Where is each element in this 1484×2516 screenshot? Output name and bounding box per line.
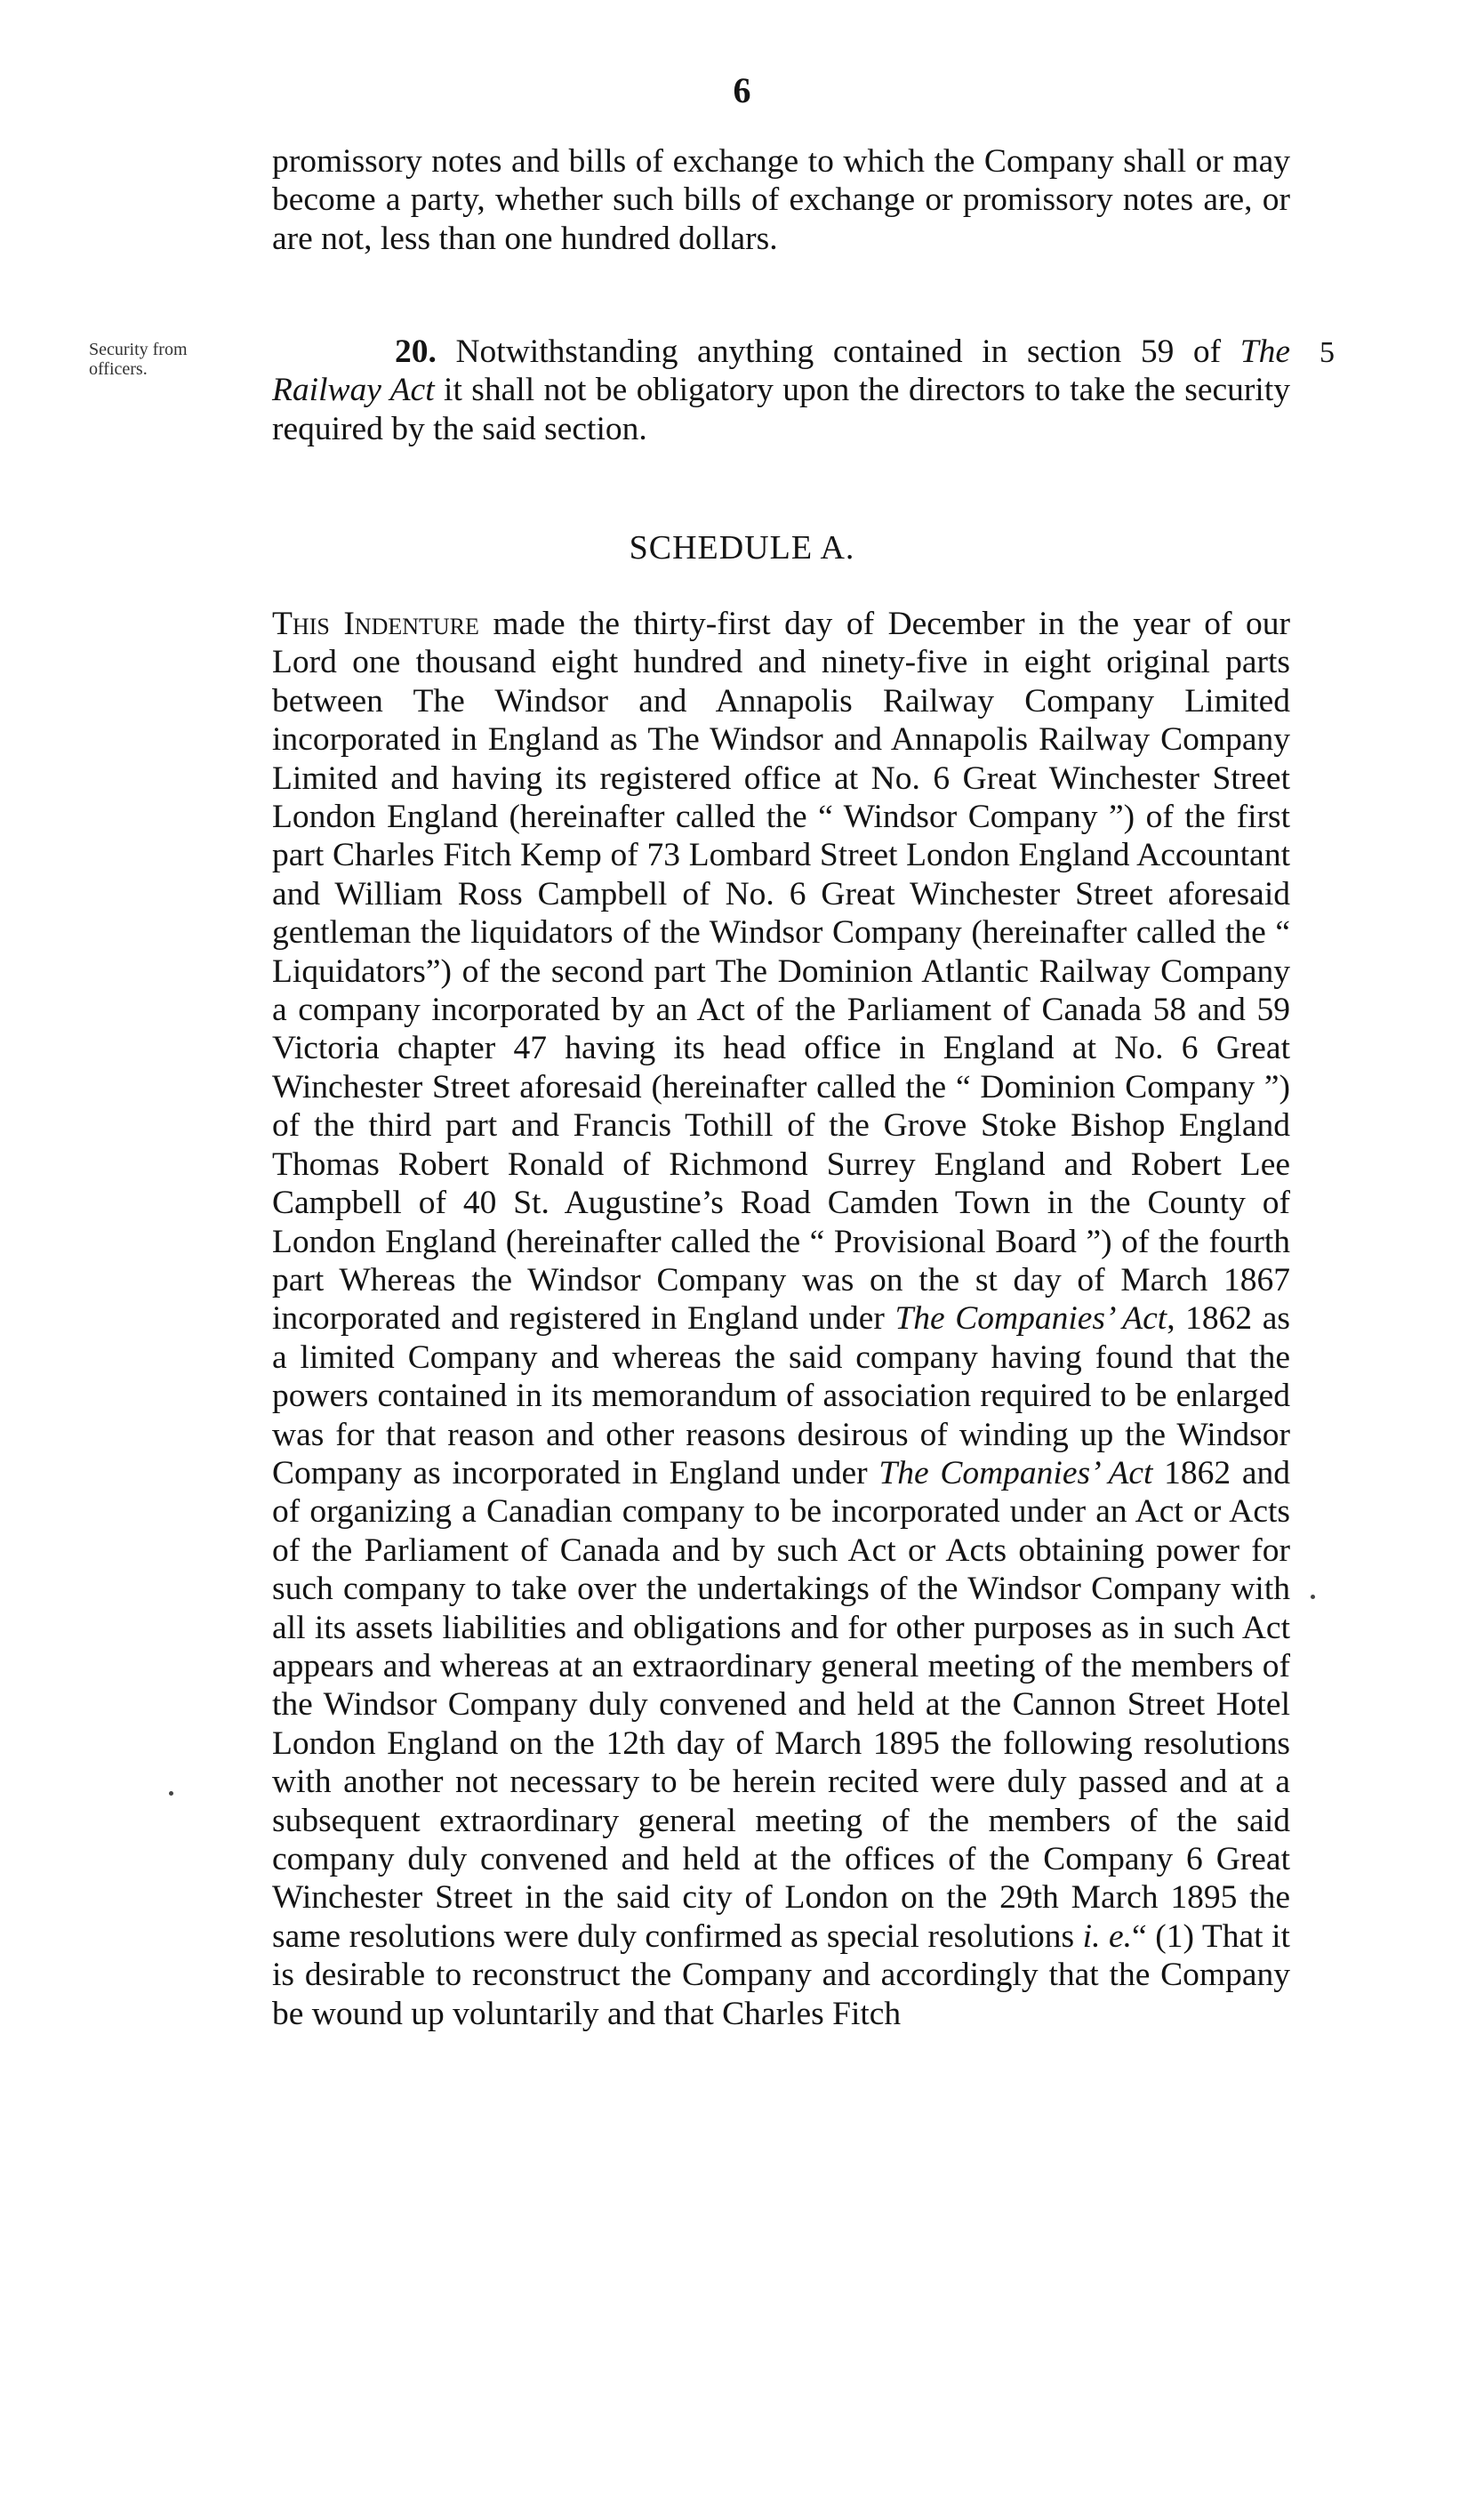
section-20-paragraph: [272, 333, 1290, 448]
schedule-text-part2: , 1862 as a limited Company and whereas the said company having found that the powers contained in its memorandum of association required to be enlarged was for that reason and other reasons desirous of winding up the Windsor Company as incorporated in England under: [272, 1300, 1290, 1491]
margin-note-security: Security from officers.: [89, 340, 188, 379]
railway-act-title: The Railway Act: [272, 334, 1290, 409]
schedule-text-part1: made the thirty-first day of December in the year of our Lord one thousand eight hundred and ninety-five in eight original parts between The Windsor and Annapolis Railway Company Limited incorporated in England as The Windsor and Annapolis Railway Company Limited and having its registered office at No. 6 Great Winchester Street London England (hereinafter called the “ Windsor Company ”) of the first part Charles Fitch Kemp of 73 Lombard Street London England Accountant and William Ross Campbell of No. 6 Great Winchester Street aforesaid gentleman the liquidators of the Windsor Company (hereinafter called the “ Liquidators”) of the second part The Dominion Atlantic Railway Company a company incorporated by an Act of the Parliament of Canada 58 and 59 Victoria chapter 47 having its head office in England at No. 6 Great Winchester Street aforesaid (hereinafter called the “ Dominion Company ”) of the third part and Francis Tothill of the Grove Stoke Bishop England Thomas Robert Ronald of Richmond Surrey England and Robert Lee Campbell of 40 St. Augustine’s Road Camden Town in the County of London England (hereinafter called the “ Provisional Board ”) of the fourth part Whereas the Windsor Company was on the st day of March 1867 incorporated and registered in England under: [272, 606, 1290, 1338]
section-20-text-before: Notwithstanding anything contained in section 59 of: [455, 334, 1240, 370]
companies-act-title: The Companies’ Act: [894, 1300, 1167, 1338]
stray-mark: [1311, 1595, 1315, 1599]
companies-act-title-2: The Companies’ Act: [878, 1454, 1153, 1491]
intro-paragraph: promissory notes and bills of exchange to which the Company shall or may become a party, whether such bills of exchange or promissory notes are, or are not, less than one hundred dollars.: [272, 143, 1290, 257]
schedule-text-part4: “ (1) That it is desirable to reconstruct the Company and accordingly that the Company be wound up voluntarily and that Charles Fitch: [272, 1917, 1290, 2032]
schedule-text-part3: 1862 and of organizing a Canadian company to be incorporated under an Act or Acts of the Parliament of Canada and by such Act or Acts obtaining power for such company to take over the undertakings of the Windsor Company with all its assets liabilities and obligations and for other purposes as in such Act appears and whereas at an extraordinary general meeting of the members of the Windsor Company duly convened and held at the Cannon Street Hotel London England on the 12th day of March 1895 the following resolutions with another not necessary to be herein recited were duly passed and at a subsequent extraordinary general meeting of the members of the said company duly convened and held at the offices of the Company 6 Great Winchester Street in the said city of London on the 29th March 1895 the same resolutions were duly confirmed as special resolutions: [272, 1454, 1290, 1955]
section-20-text-after: it shall not be obligatory upon the directors to take the security required by the said section.: [272, 372, 1290, 447]
page-number: 6: [733, 70, 751, 110]
indenture-lead: This Indenture: [272, 606, 479, 642]
stray-mark: [169, 1791, 173, 1796]
schedule-body: [272, 605, 1290, 2033]
line-number-marker: 5: [1320, 336, 1335, 369]
ie-abbreviation: i. e.: [1082, 1917, 1133, 1955]
section-number: 20.: [395, 334, 437, 370]
schedule-heading: SCHEDULE A.: [629, 529, 855, 567]
